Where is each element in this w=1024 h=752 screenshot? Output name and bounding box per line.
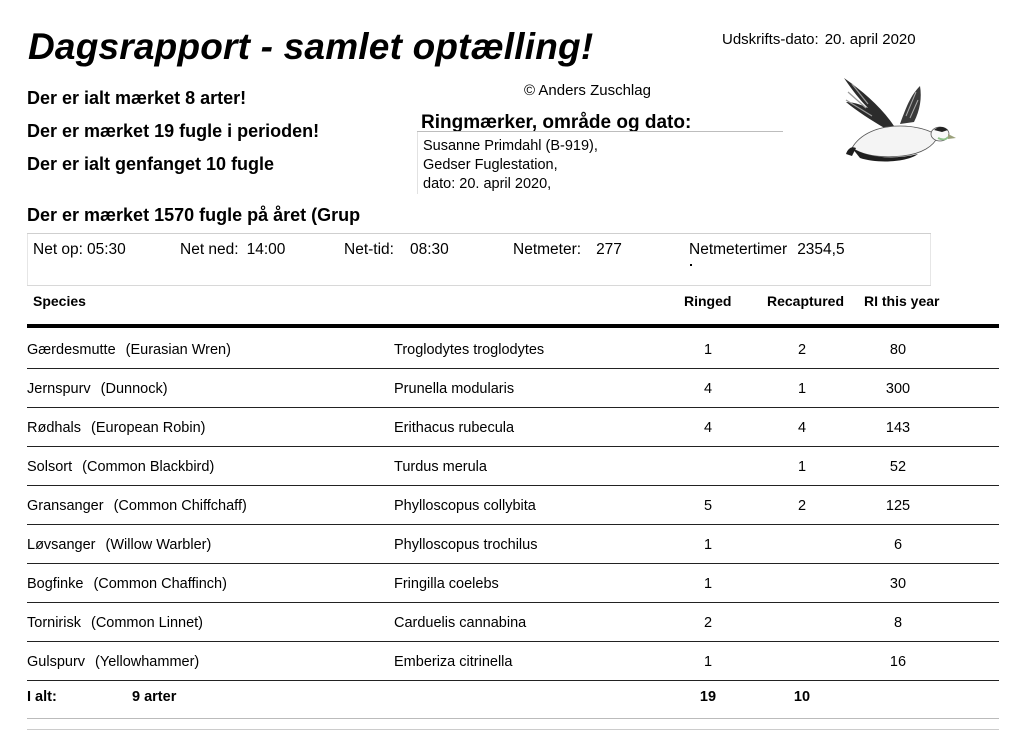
cell-recaptured: 1: [797, 459, 807, 475]
species-latin-name: Emberiza citrinella: [394, 654, 513, 670]
cell-recaptured: 2: [797, 498, 807, 514]
species-danish-name: Solsort: [27, 459, 73, 475]
species-name: [27, 654, 199, 670]
cell-ringed: 4: [703, 381, 713, 397]
cell-ri-year: 143: [885, 420, 911, 436]
table-row: [0, 525, 1024, 564]
net-op-value: 05:30: [86, 241, 126, 258]
net-ned-label: Net ned:: [180, 241, 239, 258]
net-timer-value: 2354,5: [797, 241, 845, 258]
species-english-name: (Common Chiffchaff): [113, 498, 247, 514]
net-tid-value: 08:30: [409, 241, 449, 258]
ringer-heading: Ringmærker, område og dato:: [421, 112, 692, 133]
table-row: [0, 603, 1024, 642]
total-species-count: 9 arter: [132, 689, 177, 705]
table-total-row: [0, 683, 1024, 713]
table-row: [0, 369, 1024, 408]
net-timer: [689, 241, 845, 259]
total-ringed: 19: [699, 689, 717, 705]
table-header-rule: [27, 324, 999, 328]
species-name: [27, 537, 211, 553]
species-danish-name: Tornirisk: [27, 615, 81, 631]
cell-recaptured: 4: [797, 420, 807, 436]
net-ned-value: 14:00: [246, 241, 286, 258]
species-name: [27, 420, 205, 436]
cell-ringed: 4: [703, 420, 713, 436]
table-row: [0, 408, 1024, 447]
cell-ringed: 5: [703, 498, 713, 514]
ringer-name: Susanne Primdahl (B-919),: [423, 138, 598, 154]
net-meter-value: 277: [596, 241, 622, 258]
species-latin-name: Erithacus rubecula: [394, 420, 515, 436]
net-meter: [513, 241, 622, 259]
species-danish-name: Bogfinke: [27, 576, 84, 592]
table-bottom-rule: [27, 718, 999, 719]
cell-ri-year: 80: [889, 342, 907, 358]
cell-ringed: 1: [703, 576, 713, 592]
species-english-name: (Yellowhammer): [95, 654, 200, 670]
total-recaptured: 10: [793, 689, 811, 705]
col-header-recaptured: Recaptured: [767, 293, 845, 309]
print-date-label: Udskrifts-dato:: [722, 31, 819, 48]
species-name: [27, 576, 227, 592]
net-row-edge: [27, 234, 28, 285]
stat-year-total: Der er mærket 1570 fugle på året (Grup: [27, 205, 361, 225]
cell-ri-year: 6: [893, 537, 903, 553]
species-latin-name: Carduelis cannabina: [394, 615, 527, 631]
species-danish-name: Gransanger: [27, 498, 104, 514]
species-english-name: (Common Blackbird): [82, 459, 215, 475]
species-name: [27, 459, 214, 475]
species-danish-name: Jernspurv: [27, 381, 91, 397]
table-bottom-rule: [27, 729, 999, 730]
print-date: [722, 31, 916, 48]
eider-duck-icon: [838, 74, 958, 166]
col-header-ri-year: RI this year: [864, 293, 940, 309]
species-danish-name: Løvsanger: [27, 537, 96, 553]
report-title: Dagsrapport - samlet optælling!: [28, 26, 594, 67]
ringer-box-edge: [417, 132, 418, 194]
table-row: [0, 564, 1024, 603]
net-op: [33, 241, 126, 259]
cell-ringed: 1: [703, 654, 713, 670]
net-dot-mark: [690, 264, 692, 266]
ringer-date: dato: 20. april 2020,: [423, 176, 552, 192]
species-danish-name: Gulspurv: [27, 654, 86, 670]
ringer-divider: [417, 131, 783, 132]
species-name: [27, 615, 203, 631]
net-row-top-rule: [27, 233, 931, 234]
species-english-name: (Willow Warbler): [105, 537, 212, 553]
species-latin-name: Fringilla coelebs: [394, 576, 499, 592]
net-tid-label: Net-tid:: [344, 241, 394, 258]
print-date-value: 20. april 2020: [824, 31, 916, 48]
species-latin-name: Phylloscopus collybita: [394, 498, 536, 514]
cell-recaptured: 2: [797, 342, 807, 358]
net-meter-label: Netmeter:: [513, 241, 582, 258]
total-label: I alt:: [27, 689, 57, 705]
net-op-label: Net op:: [33, 241, 83, 258]
stat-recaptured: Der er ialt genfanget 10 fugle: [27, 154, 275, 174]
stat-birds-marked: Der er mærket 19 fugle i perioden!: [27, 121, 320, 141]
species-english-name: (Dunnock): [100, 381, 168, 397]
species-english-name: (Common Chaffinch): [93, 576, 227, 592]
table-row: [0, 330, 1024, 369]
cell-ri-year: 8: [893, 615, 903, 631]
table-row: [0, 642, 1024, 681]
species-latin-name: Prunella modularis: [394, 381, 515, 397]
row-divider: [27, 680, 999, 681]
copyright-notice: © Anders Zuschlag: [524, 82, 651, 99]
species-english-name: (Eurasian Wren): [125, 342, 231, 358]
net-row-edge: [930, 234, 931, 285]
cell-ri-year: 52: [889, 459, 907, 475]
col-header-species: Species: [33, 293, 86, 309]
species-english-name: (Common Linnet): [90, 615, 203, 631]
species-latin-name: Phylloscopus trochilus: [394, 537, 538, 553]
net-row-bottom-rule: [27, 285, 931, 286]
cell-ringed: 2: [703, 615, 713, 631]
species-name: [27, 342, 231, 358]
net-ned: [180, 241, 285, 259]
cell-ri-year: 125: [885, 498, 911, 514]
species-danish-name: Rødhals: [27, 420, 81, 436]
table-row: [0, 486, 1024, 525]
cell-ri-year: 300: [885, 381, 911, 397]
cell-ri-year: 16: [889, 654, 907, 670]
ringer-station: Gedser Fuglestation,: [423, 157, 558, 173]
species-latin-name: Turdus merula: [394, 459, 487, 475]
cell-ringed: 1: [703, 342, 713, 358]
cell-recaptured: 1: [797, 381, 807, 397]
net-tid: [344, 241, 449, 259]
species-english-name: (European Robin): [91, 420, 206, 436]
cell-ri-year: 30: [889, 576, 907, 592]
species-danish-name: Gærdesmutte: [27, 342, 116, 358]
cell-ringed: 1: [703, 537, 713, 553]
net-timer-label: Netmetertimer: [689, 241, 788, 258]
species-name: [27, 381, 168, 397]
col-header-ringed: Ringed: [684, 293, 732, 309]
species-name: [27, 498, 247, 514]
species-latin-name: Troglodytes troglodytes: [394, 342, 545, 358]
stat-species-marked: Der er ialt mærket 8 arter!: [27, 88, 247, 108]
table-row: [0, 447, 1024, 486]
